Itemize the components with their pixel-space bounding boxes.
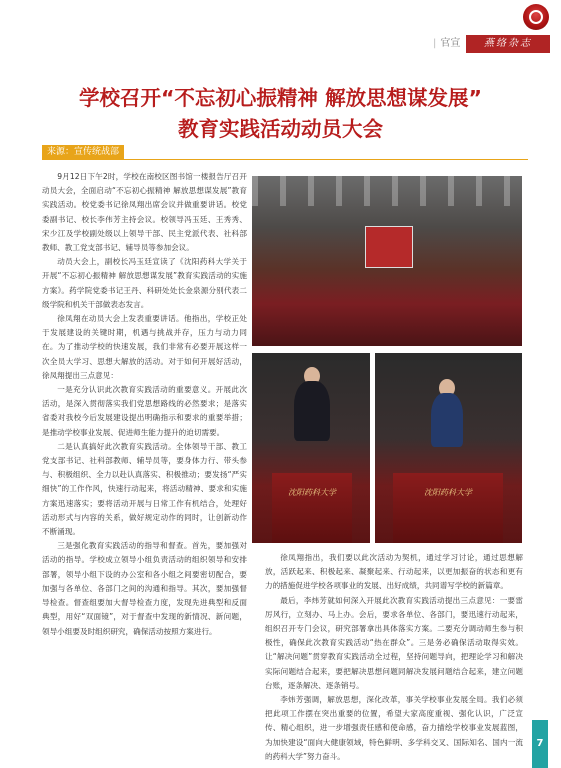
meeting-hall-photo: [252, 176, 522, 346]
page-number: 7: [536, 738, 544, 749]
page-header: [0, 0, 561, 56]
paragraph: 动员大会上，副校长冯玉廷宣读了《沈阳药科大学关于开展“不忘初心振精神 解放思想谋发展”教育实践活动的实施方案》。药学院党委书记王丹、科研处处长金泉源分别代表二级学院和机关干部做表态发言。: [42, 257, 247, 309]
article-left-column: [42, 170, 247, 639]
article-title-line2: 教育实践活动动员大会: [178, 117, 383, 141]
paragraph: 三是强化教育实践活动的指导和督查。首先，要加强对活动的指导。学校成立领导小组负责活动的组织领导和安排部署，领导小组下设的办公室和各小组之间要密切配合，要加强与各单位、各部门之间的沟通和指导。其次，要加强督导检查。督查组要加大督导检查力度，发现先进典型和反面典型，用好“双面镜”，对于督查中发现的新情况、新问题，领导小组要及时组织研究，确保活动按照方案进行。: [42, 541, 247, 636]
speaker-photo-male: [252, 353, 370, 543]
speaker-photo-female: [375, 353, 522, 543]
podium-text: 沈阳药科大学: [424, 488, 472, 497]
source-divider: [42, 159, 528, 160]
paragraph: 最后，李炜芳就如何深入开展此次教育实践活动提出三点意见：一要雷厉风行，立刻办、马上办。会后，要求各单位、各部门，要迅速行动起来，组织召开专门会议，研究部署拿出具体落实方案。二要充分调动师生参与积极性，确保此次教育实践活动“热在群众”。三是务必确保活动取得实效。让“解决问题”贯穿教育实践活动全过程，坚持问题导向，把理论学习和解决实际问题结合起来，要把解决思想问题同解决发展问题结合起来，建立问题台账，逐条解决、逐条销号。: [265, 595, 523, 690]
section-label: | 官宣: [433, 38, 461, 49]
paragraph: 9月12日下午2时，学校在南校区图书馆一楼报告厅召开动员大会，全面启动“不忘初心振精神 解放思想谋发展”教育实践活动。校党委书记徐凤翔出席会议并做重要讲话。校党委副书记、校长李伟芳主持会议。校领导冯玉廷、王秀秀、宋少江及学校副处级以上领导干部、民主党派代表、社科部教师、教工党支部书记、辅导员等参加会议。: [42, 172, 247, 253]
paragraph: 二是认真搞好此次教育实践活动。全体领导干部、教工党支部书记、社科部教师、辅导员等，要身体力行、带头参与、积极组织、全力以赴认真落实、积极推动；要发扬“严实细快”的工作作风，快速行动起来，将活动精神、要求和实施方案迅速落实；要将活动开展与日常工作有机结合，处理好活动形式与内容的关系，做好规定动作的同时，让创新动作不断涌现。: [42, 441, 247, 537]
magazine-brand: 燕络杂志: [466, 35, 550, 53]
stage-screen: [365, 226, 413, 268]
paragraph: 一是充分认识此次教育实践活动的重要意义。开展此次活动，是深入贯彻落实我们党思想路线的必然要求；是落实省委对我校今后发展建设提出明确指示和要求的重要举措；是推动学校事业发展、促进师生能力提升的迫切需要。: [42, 385, 247, 437]
podium: [393, 473, 503, 543]
speaker-figure: [431, 393, 463, 447]
magazine-emblem-icon: [523, 4, 549, 30]
article-source: 来源：宣传统战部: [42, 145, 124, 159]
ceiling-lights: [252, 176, 522, 206]
paragraph: 徐凤翔在动员大会上发表重要讲话。他指出，学校正处于发展建设的关键时期，机遇与挑战并存，压力与动力同在。为了推动学校的快速发展，我们非常有必要开展这样一次全员大学习、思想大解放的活动。对于如何开展好活动，徐凤翔提出三点意见：: [42, 314, 247, 380]
article-right-column: [265, 551, 523, 764]
paragraph: 徐凤翔指出，我们要以此次活动为契机，通过学习讨论，通过思想解放，活跃起来、积极起来、凝聚起来、行动起来，以更加振奋的状态和更有力的措施促进学校各项事业的发展、出好成绩，共同谱写学校的新篇章。: [265, 553, 523, 591]
podium-text: 沈阳药科大学: [288, 488, 336, 497]
article-title-line1: 学校召开“不忘初心振精神 解放思想谋发展”: [78, 86, 483, 110]
speaker-figure: [294, 381, 330, 441]
paragraph: 李炜芳强调，解放思想，深化改革，事关学校事业发展全局。我们必须把此项工作摆在突出重要的位置，希望大家高度重视、强化认识，广泛宣传、精心组织，进一步增强责任感和使命感，奋力描绘学校事业发展蓝图，为加快建设“面向大健康领域，特色鲜明、多学科交叉、国际知名、国内一流的药科大学”努力奋斗。: [265, 695, 523, 761]
podium: [272, 473, 352, 543]
